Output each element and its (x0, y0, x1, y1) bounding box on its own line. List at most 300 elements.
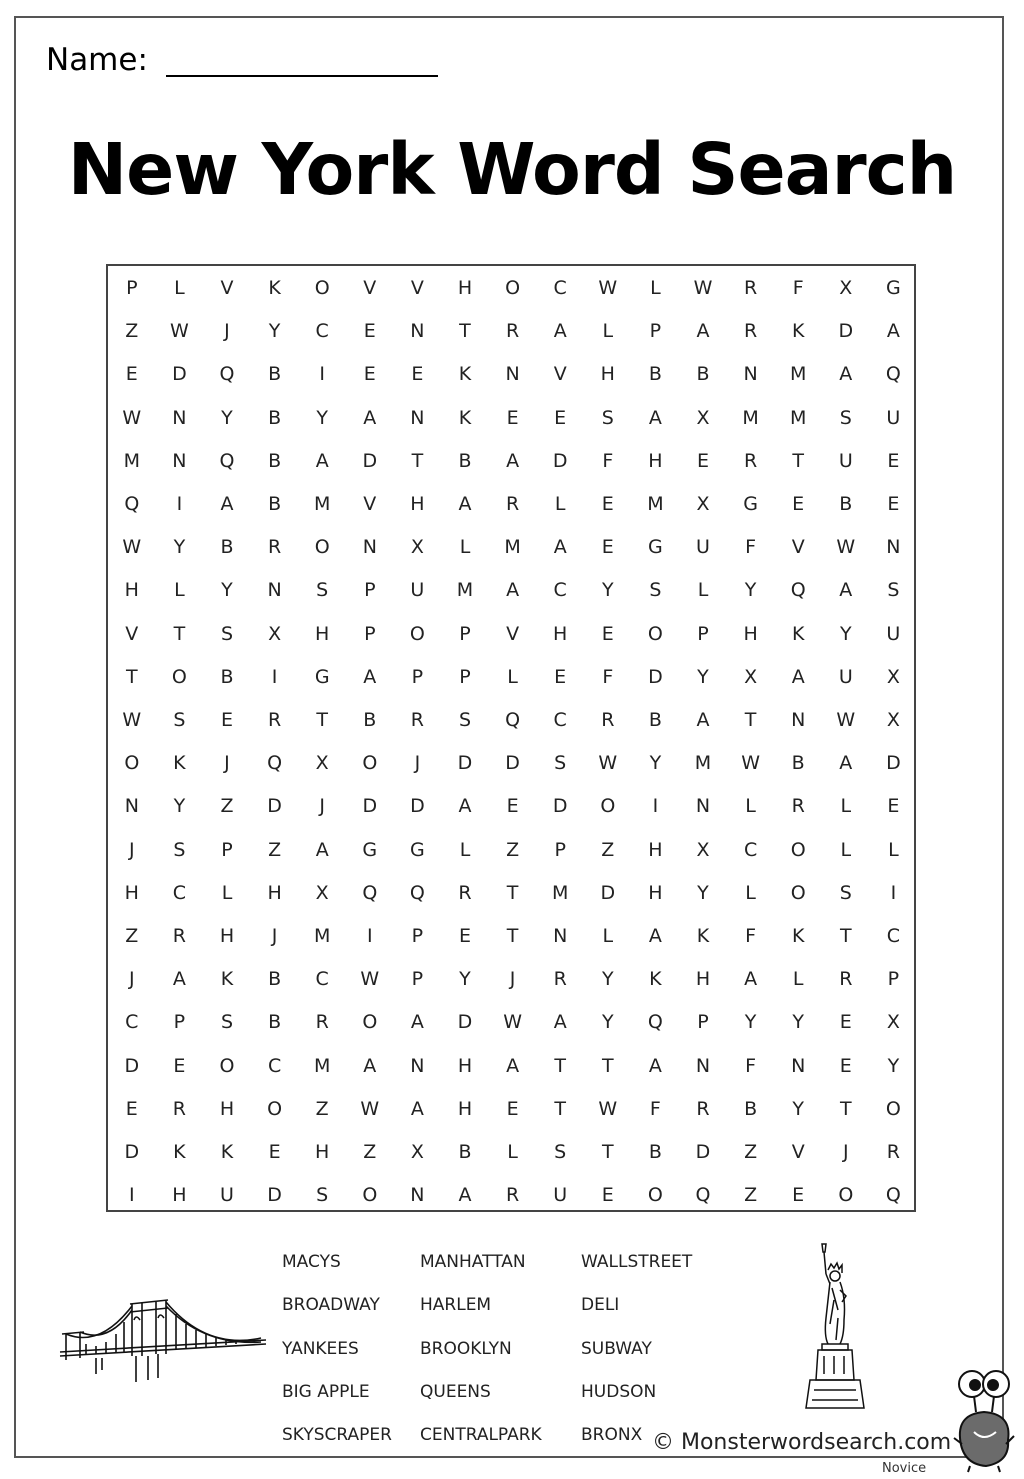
grid-cell[interactable]: R (886, 1141, 900, 1163)
grid-cell[interactable]: E (506, 1097, 519, 1120)
grid-cell[interactable]: Y (601, 579, 614, 602)
grid-cell[interactable]: R (743, 449, 758, 472)
grid-cell[interactable]: X (268, 622, 282, 645)
grid-cell[interactable]: Z (268, 838, 282, 861)
grid-cell[interactable]: U (886, 622, 901, 645)
grid-cell[interactable]: N (695, 1054, 711, 1077)
grid-cell[interactable]: S (887, 579, 900, 602)
grid-cell[interactable]: D (457, 752, 473, 775)
grid-cell[interactable]: P (126, 277, 138, 299)
grid-cell[interactable]: W (598, 1097, 618, 1120)
grid-cell[interactable]: Z (125, 320, 139, 343)
grid-cell[interactable]: T (506, 925, 519, 947)
grid-cell[interactable]: E (554, 665, 567, 688)
grid-cell[interactable]: W (836, 536, 856, 559)
grid-cell[interactable]: P (364, 622, 376, 645)
grid-cell[interactable]: N (267, 579, 282, 602)
grid-cell[interactable]: A (744, 968, 758, 991)
grid-cell[interactable]: Z (601, 838, 615, 861)
grid-cell[interactable]: E (839, 1011, 852, 1034)
grid-cell[interactable]: F (792, 277, 804, 299)
grid-cell[interactable]: P (459, 665, 471, 688)
grid-cell[interactable]: R (505, 493, 520, 515)
grid-cell[interactable]: O (362, 1011, 378, 1034)
grid-cell[interactable]: O (219, 1054, 235, 1077)
grid-cell[interactable]: W (122, 709, 142, 731)
grid-cell[interactable]: A (172, 968, 186, 991)
grid-cell[interactable]: U (553, 1184, 568, 1207)
grid-cell[interactable]: R (172, 925, 186, 947)
grid-cell[interactable]: D (695, 1141, 711, 1163)
grid-cell[interactable]: A (648, 925, 662, 947)
grid-cell[interactable]: I (176, 493, 183, 515)
grid-cell[interactable]: K (173, 1141, 186, 1163)
grid-cell[interactable]: W (122, 406, 142, 429)
grid-cell[interactable]: F (602, 665, 614, 688)
grid-cell[interactable]: L (602, 320, 614, 343)
grid-cell[interactable]: H (457, 1054, 473, 1077)
grid-cell[interactable]: K (791, 925, 805, 947)
grid-cell[interactable]: J (271, 925, 278, 947)
grid-cell[interactable]: W (360, 1097, 380, 1120)
grid-cell[interactable]: T (554, 1097, 566, 1120)
grid-cell[interactable]: V (363, 493, 377, 515)
grid-cell[interactable]: Z (506, 838, 520, 861)
grid-cell[interactable]: O (362, 1184, 378, 1207)
grid-cell[interactable]: U (838, 665, 853, 688)
grid-cell[interactable]: R (553, 968, 567, 991)
grid-cell[interactable]: W (836, 709, 856, 731)
grid-cell[interactable]: T (601, 1141, 614, 1163)
grid-cell[interactable]: W (503, 1011, 522, 1034)
grid-cell[interactable]: Z (744, 1141, 758, 1163)
grid-cell[interactable]: S (554, 1141, 567, 1163)
grid-cell[interactable]: H (743, 622, 758, 645)
grid-cell[interactable]: C (125, 1011, 139, 1034)
grid-cell[interactable]: N (410, 320, 425, 343)
grid-cell[interactable]: O (790, 881, 806, 904)
grid-cell[interactable]: A (458, 1184, 472, 1207)
grid-cell[interactable]: E (839, 1054, 852, 1077)
grid-cell[interactable]: A (506, 1054, 520, 1077)
grid-cell[interactable]: N (791, 1054, 806, 1077)
grid-cell[interactable]: N (410, 1054, 425, 1077)
grid-cell[interactable]: Y (459, 968, 471, 991)
grid-cell[interactable]: S (839, 406, 852, 429)
grid-cell[interactable]: X (696, 838, 710, 861)
grid-cell[interactable]: O (314, 277, 330, 299)
grid-cell[interactable]: L (745, 881, 756, 904)
grid-cell[interactable]: N (172, 449, 187, 472)
grid-cell[interactable]: K (220, 1141, 234, 1163)
grid-cell[interactable]: Y (792, 1011, 804, 1034)
grid-cell[interactable]: P (364, 579, 376, 602)
grid-cell[interactable]: C (553, 579, 567, 602)
grid-cell[interactable]: H (315, 1141, 330, 1163)
grid-cell[interactable]: E (792, 493, 805, 515)
grid-cell[interactable]: J (128, 968, 135, 991)
grid-cell[interactable]: B (791, 752, 805, 775)
grid-cell[interactable]: N (410, 1184, 425, 1207)
grid-cell[interactable]: O (124, 752, 140, 775)
grid-cell[interactable]: H (648, 881, 663, 904)
grid-cell[interactable]: A (696, 320, 710, 343)
grid-cell[interactable]: L (602, 925, 614, 947)
grid-cell[interactable]: D (124, 1054, 140, 1077)
grid-cell[interactable]: Q (267, 752, 283, 775)
grid-cell[interactable]: K (220, 968, 234, 991)
grid-cell[interactable]: V (125, 622, 139, 645)
grid-cell[interactable]: H (648, 838, 663, 861)
grid-cell[interactable]: V (791, 1141, 805, 1163)
grid-cell[interactable]: R (696, 1097, 710, 1120)
grid-cell[interactable]: B (268, 363, 282, 386)
grid-cell[interactable]: X (696, 493, 710, 515)
grid-cell[interactable]: K (268, 277, 281, 299)
grid-cell[interactable]: A (506, 579, 520, 602)
grid-cell[interactable]: P (649, 320, 662, 343)
grid-cell[interactable]: O (362, 752, 378, 775)
grid-cell[interactable]: D (267, 1184, 282, 1207)
grid-cell[interactable]: Y (744, 1011, 757, 1034)
grid-cell[interactable]: H (124, 579, 139, 602)
grid-cell[interactable]: S (220, 1011, 234, 1034)
footer-credit[interactable]: © Monsterwordsearch.com (652, 1430, 952, 1455)
grid-cell[interactable]: Y (316, 406, 328, 429)
grid-cell[interactable]: H (553, 622, 568, 645)
grid-cell[interactable]: E (887, 493, 900, 515)
grid-cell[interactable]: Q (647, 1011, 663, 1034)
grid-cell[interactable]: I (652, 795, 659, 818)
grid-cell[interactable]: H (219, 1097, 235, 1120)
grid-cell[interactable]: B (648, 363, 662, 386)
grid-cell[interactable]: Q (505, 709, 521, 731)
grid-cell[interactable]: O (790, 838, 806, 861)
grid-cell[interactable]: E (411, 363, 424, 386)
grid-cell[interactable]: N (553, 925, 568, 947)
grid-cell[interactable]: E (601, 536, 614, 559)
grid-cell[interactable]: Y (268, 320, 281, 343)
grid-cell[interactable]: D (362, 795, 378, 818)
grid-cell[interactable]: C (743, 838, 758, 861)
grid-cell[interactable]: X (315, 752, 329, 775)
grid-cell[interactable]: E (601, 493, 614, 515)
grid-cell[interactable]: O (171, 665, 187, 688)
grid-cell[interactable]: J (842, 1141, 849, 1163)
grid-cell[interactable]: T (792, 449, 804, 472)
grid-cell[interactable]: X (886, 1011, 900, 1034)
grid-cell[interactable]: E (125, 363, 138, 386)
grid-cell[interactable]: H (457, 1097, 473, 1120)
grid-cell[interactable]: H (172, 1184, 187, 1207)
grid-cell[interactable]: E (887, 449, 900, 472)
grid-cell[interactable]: Y (697, 881, 709, 904)
grid-cell[interactable]: N (124, 795, 139, 818)
grid-cell[interactable]: L (221, 881, 233, 904)
grid-cell[interactable]: D (600, 881, 616, 904)
grid-cell[interactable]: B (458, 1141, 472, 1163)
grid-cell[interactable]: J (224, 320, 230, 343)
grid-cell[interactable]: O (647, 622, 663, 645)
grid-cell[interactable]: R (601, 709, 615, 731)
grid-cell[interactable]: A (363, 665, 377, 688)
grid-cell[interactable]: X (886, 665, 900, 688)
grid-cell[interactable]: B (268, 493, 282, 515)
grid-cell[interactable]: R (743, 277, 758, 299)
grid-cell[interactable]: Q (219, 449, 235, 472)
grid-cell[interactable]: K (458, 363, 472, 386)
grid-cell[interactable]: J (224, 752, 230, 775)
grid-cell[interactable]: E (363, 363, 376, 386)
grid-cell[interactable]: A (648, 1054, 662, 1077)
grid-cell[interactable]: M (789, 406, 807, 429)
grid-cell[interactable]: O (267, 1097, 283, 1120)
grid-cell[interactable]: R (410, 709, 424, 731)
grid-cell[interactable]: Y (697, 665, 709, 688)
grid-cell[interactable]: L (459, 838, 471, 861)
grid-cell[interactable]: E (506, 795, 519, 818)
grid-cell[interactable]: A (791, 665, 805, 688)
grid-cell[interactable]: R (791, 795, 805, 818)
grid-cell[interactable]: A (410, 1097, 424, 1120)
grid-cell[interactable]: S (649, 579, 662, 602)
grid-cell[interactable]: M (313, 925, 331, 947)
grid-cell[interactable]: L (697, 579, 709, 602)
grid-cell[interactable]: R (315, 1011, 329, 1034)
grid-cell[interactable]: R (267, 536, 282, 559)
grid-cell[interactable]: Q (409, 881, 425, 904)
grid-cell[interactable]: H (124, 881, 139, 904)
grid-cell[interactable]: H (600, 363, 615, 386)
grid-cell[interactable]: W (360, 968, 380, 991)
grid-cell[interactable]: M (742, 406, 759, 429)
grid-cell[interactable]: W (598, 752, 618, 775)
grid-cell[interactable]: B (648, 1141, 662, 1163)
grid-cell[interactable]: Y (601, 1011, 614, 1034)
grid-cell[interactable]: Z (744, 1184, 758, 1207)
grid-cell[interactable]: L (174, 579, 185, 602)
grid-cell[interactable]: D (552, 449, 568, 472)
grid-cell[interactable]: S (316, 1184, 329, 1207)
grid-cell[interactable]: E (363, 320, 376, 343)
grid-cell[interactable]: P (554, 838, 566, 861)
grid-cell[interactable]: S (220, 622, 234, 645)
grid-cell[interactable]: K (458, 406, 472, 429)
grid-cell[interactable]: B (220, 536, 234, 559)
grid-cell[interactable]: U (220, 1184, 234, 1207)
grid-cell[interactable]: A (458, 795, 472, 818)
grid-cell[interactable]: A (363, 406, 377, 429)
grid-cell[interactable]: I (366, 925, 373, 947)
grid-cell[interactable]: E (125, 1097, 138, 1120)
grid-cell[interactable]: O (600, 795, 616, 818)
grid-cell[interactable]: Y (601, 968, 614, 991)
grid-cell[interactable]: D (457, 1011, 473, 1034)
grid-cell[interactable]: A (410, 1011, 424, 1034)
grid-cell[interactable]: M (551, 881, 569, 904)
grid-cell[interactable]: B (839, 493, 853, 515)
grid-cell[interactable]: Z (315, 1097, 329, 1120)
grid-cell[interactable]: H (267, 881, 282, 904)
grid-cell[interactable]: T (316, 709, 328, 731)
grid-cell[interactable]: N (791, 709, 806, 731)
grid-cell[interactable]: O (505, 277, 521, 299)
grid-cell[interactable]: A (458, 493, 472, 515)
grid-cell[interactable]: E (696, 449, 709, 472)
grid-cell[interactable]: H (410, 493, 425, 515)
grid-cell[interactable]: P (221, 838, 233, 861)
grid-cell[interactable]: Y (792, 1097, 804, 1120)
grid-cell[interactable]: D (838, 320, 854, 343)
grid-cell[interactable]: Y (887, 1054, 900, 1077)
grid-cell[interactable]: Y (173, 795, 186, 818)
grid-cell[interactable]: P (887, 968, 900, 991)
grid-cell[interactable]: I (319, 363, 325, 386)
grid-cell[interactable]: R (172, 1097, 186, 1120)
grid-cell[interactable]: X (696, 406, 710, 429)
grid-cell[interactable]: L (745, 795, 756, 818)
grid-cell[interactable]: B (268, 1011, 282, 1034)
grid-cell[interactable]: T (125, 665, 138, 688)
grid-cell[interactable]: D (886, 752, 901, 775)
grid-cell[interactable]: P (697, 622, 709, 645)
grid-cell[interactable]: G (743, 493, 758, 515)
grid-cell[interactable]: A (886, 320, 900, 343)
grid-cell[interactable]: N (172, 406, 187, 429)
grid-cell[interactable]: Z (220, 795, 234, 818)
grid-cell[interactable]: O (838, 1184, 854, 1207)
grid-cell[interactable]: C (267, 1054, 282, 1077)
grid-cell[interactable]: O (647, 1184, 663, 1207)
grid-cell[interactable]: K (696, 925, 710, 947)
grid-cell[interactable]: G (314, 665, 330, 688)
grid-cell[interactable]: A (506, 449, 520, 472)
grid-cell[interactable]: X (410, 536, 424, 559)
grid-cell[interactable]: U (838, 449, 853, 472)
grid-cell[interactable]: K (649, 968, 662, 991)
grid-cell[interactable]: E (220, 709, 233, 731)
grid-cell[interactable]: F (745, 1054, 757, 1077)
grid-cell[interactable]: D (172, 363, 187, 386)
grid-cell[interactable]: R (505, 1184, 520, 1207)
grid-cell[interactable]: R (839, 968, 853, 991)
grid-cell[interactable]: W (741, 752, 760, 775)
grid-cell[interactable]: I (271, 665, 278, 688)
grid-cell[interactable]: B (744, 1097, 758, 1120)
grid-cell[interactable]: V (410, 277, 424, 299)
grid-cell[interactable]: T (601, 1054, 614, 1077)
grid-cell[interactable]: A (315, 449, 329, 472)
grid-cell[interactable]: A (839, 579, 853, 602)
grid-cell[interactable]: A (839, 363, 853, 386)
grid-cell[interactable]: Q (790, 579, 806, 602)
grid-cell[interactable]: X (315, 881, 329, 904)
grid-cell[interactable]: D (410, 795, 425, 818)
grid-cell[interactable]: M (456, 579, 474, 602)
grid-cell[interactable]: Y (744, 579, 757, 602)
grid-cell[interactable]: E (268, 1141, 281, 1163)
grid-cell[interactable]: I (128, 1184, 135, 1207)
grid-cell[interactable]: X (410, 1141, 424, 1163)
grid-cell[interactable]: R (267, 709, 282, 731)
grid-cell[interactable]: S (839, 881, 852, 904)
grid-cell[interactable]: S (458, 709, 472, 731)
grid-cell[interactable]: F (602, 449, 614, 472)
grid-cell[interactable]: K (791, 622, 805, 645)
grid-cell[interactable]: U (696, 536, 710, 559)
grid-cell[interactable]: E (792, 1184, 805, 1207)
grid-cell[interactable]: N (410, 406, 425, 429)
grid-cell[interactable]: X (744, 665, 758, 688)
grid-cell[interactable]: D (124, 1141, 140, 1163)
grid-cell[interactable]: K (791, 320, 805, 343)
grid-cell[interactable]: Y (221, 579, 233, 602)
grid-cell[interactable]: D (505, 752, 520, 775)
grid-cell[interactable]: O (409, 622, 425, 645)
grid-cell[interactable]: Z (125, 925, 139, 947)
grid-cell[interactable]: E (173, 1054, 186, 1077)
grid-cell[interactable]: Q (885, 363, 901, 386)
grid-cell[interactable]: M (123, 449, 140, 472)
grid-cell[interactable]: M (789, 363, 807, 386)
grid-cell[interactable]: J (319, 795, 325, 818)
name-line[interactable] (166, 75, 438, 77)
grid-cell[interactable]: Q (695, 1184, 711, 1207)
grid-cell[interactable]: A (315, 838, 329, 861)
grid-cell[interactable]: K (173, 752, 186, 775)
grid-cell[interactable]: S (316, 579, 329, 602)
grid-cell[interactable]: S (173, 838, 186, 861)
grid-cell[interactable]: B (363, 709, 377, 731)
grid-cell[interactable]: P (411, 968, 424, 991)
grid-cell[interactable]: A (220, 493, 234, 515)
grid-cell[interactable]: U (410, 579, 425, 602)
grid-cell[interactable]: T (173, 622, 186, 645)
grid-cell[interactable]: J (509, 968, 516, 991)
grid-cell[interactable]: D (362, 449, 378, 472)
grid-cell[interactable]: T (411, 449, 424, 472)
grid-cell[interactable]: M (313, 493, 331, 515)
grid-cell[interactable]: A (648, 406, 662, 429)
grid-cell[interactable]: P (173, 1011, 186, 1034)
grid-cell[interactable]: J (128, 838, 135, 861)
grid-cell[interactable]: W (598, 277, 618, 299)
grid-cell[interactable]: L (888, 838, 899, 861)
grid-cell[interactable]: E (601, 1184, 614, 1207)
grid-cell[interactable]: B (268, 968, 282, 991)
grid-cell[interactable]: X (886, 709, 900, 731)
grid-cell[interactable]: P (411, 925, 424, 947)
grid-cell[interactable]: B (696, 363, 710, 386)
grid-cell[interactable]: D (552, 795, 568, 818)
grid-cell[interactable]: V (363, 277, 377, 299)
grid-cell[interactable]: P (459, 622, 471, 645)
grid-cell[interactable]: Q (885, 1184, 901, 1207)
grid-cell[interactable]: M (647, 493, 664, 515)
grid-cell[interactable]: F (649, 1097, 661, 1120)
grid-cell[interactable]: S (173, 709, 186, 731)
grid-cell[interactable]: M (694, 752, 712, 775)
grid-cell[interactable]: H (457, 277, 473, 299)
grid-cell[interactable]: N (886, 536, 901, 559)
grid-cell[interactable]: P (697, 1011, 709, 1034)
grid-cell[interactable]: H (695, 968, 711, 991)
grid-cell[interactable]: Z (363, 1141, 377, 1163)
grid-cell[interactable]: Y (221, 406, 233, 429)
grid-cell[interactable]: F (745, 925, 757, 947)
grid-cell[interactable]: T (839, 925, 852, 947)
grid-cell[interactable]: B (648, 709, 662, 731)
